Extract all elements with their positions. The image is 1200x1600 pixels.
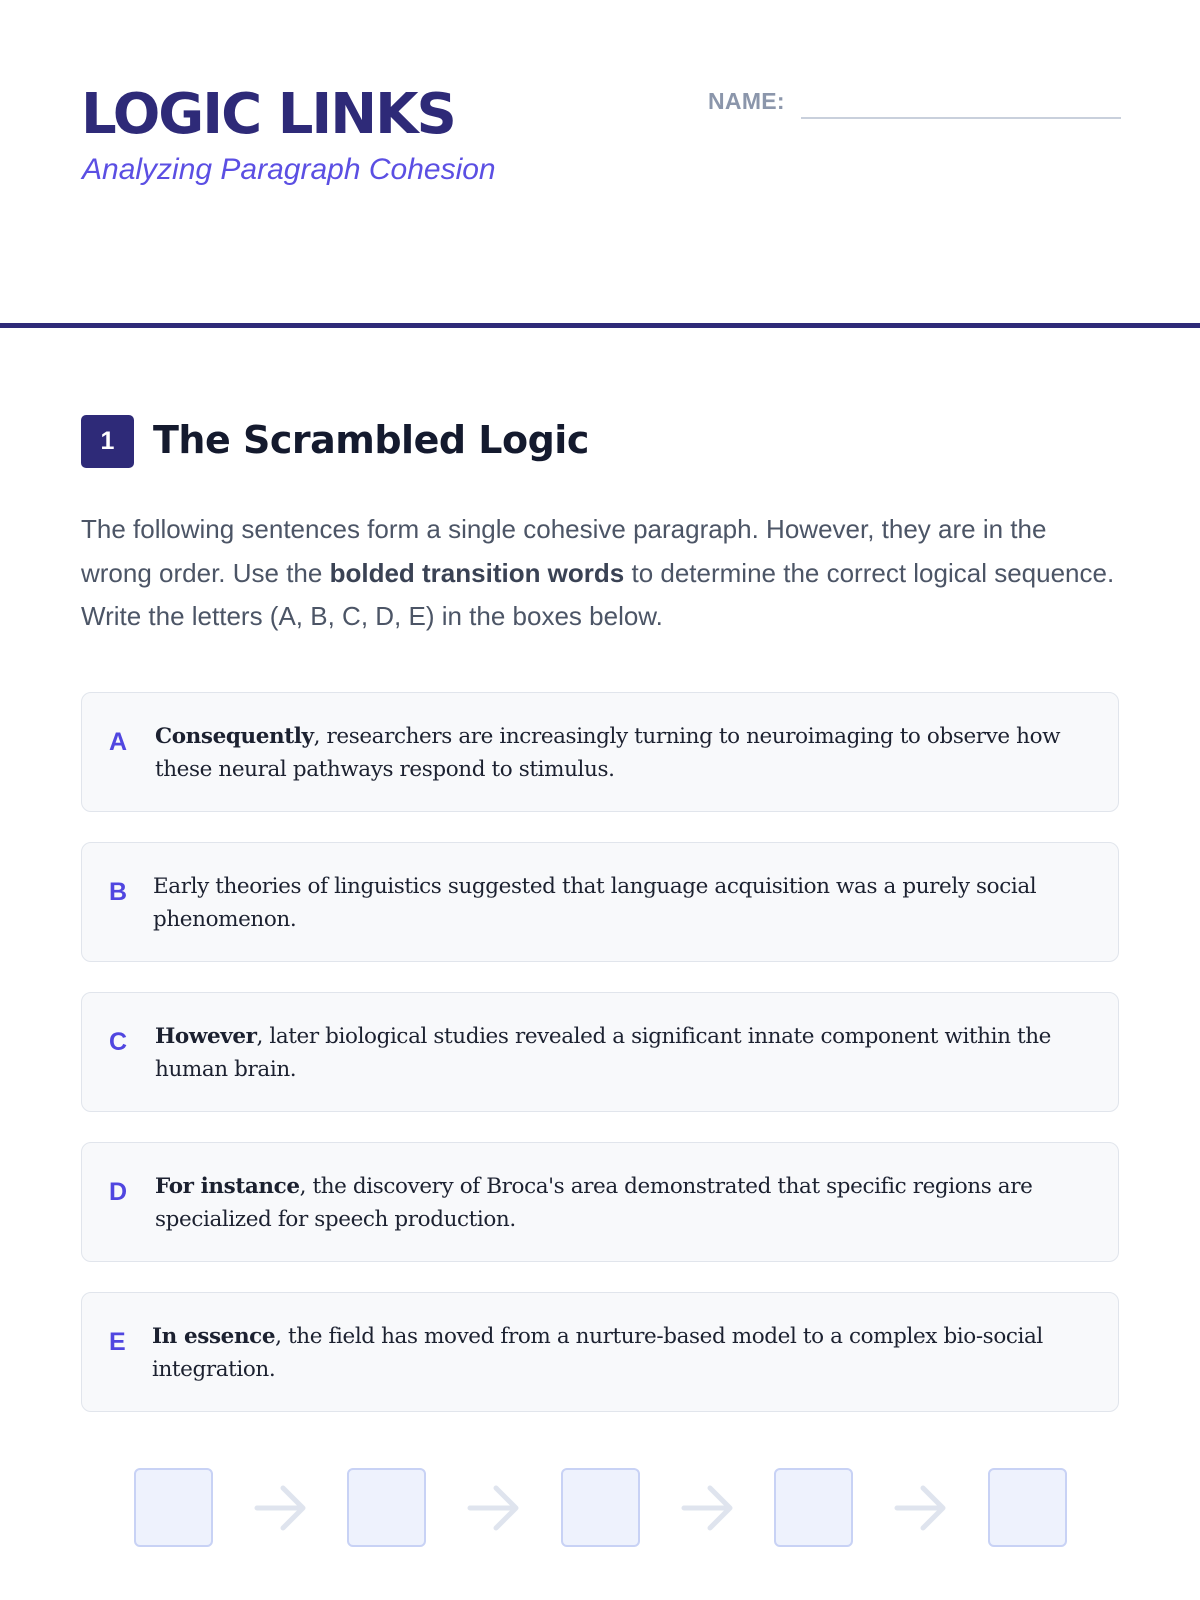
sentence-text bbox=[155, 1020, 1090, 1086]
instructions-bold-phrase: bolded transition words bbox=[329, 557, 625, 588]
arrow-right-icon bbox=[253, 1481, 309, 1535]
answer-sequence-row bbox=[0, 1468, 1200, 1548]
sentence-letter: C bbox=[109, 1028, 128, 1056]
instructions-paragraph bbox=[81, 508, 1121, 639]
worksheet-title: LOGIC LINKS bbox=[81, 82, 455, 147]
sentence-letter: A bbox=[109, 728, 128, 756]
worksheet-header bbox=[0, 0, 1200, 328]
section-number-badge: 1 bbox=[81, 415, 134, 468]
sentence-text bbox=[155, 720, 1090, 786]
sentence-card-b bbox=[81, 842, 1119, 962]
transition-word: However bbox=[155, 1024, 257, 1049]
section-title: The Scrambled Logic bbox=[153, 418, 589, 462]
arrow-right-icon bbox=[466, 1481, 522, 1535]
transition-word: For instance bbox=[155, 1174, 300, 1199]
sentence-letter: B bbox=[109, 878, 128, 906]
instructions-text-start: The following sentences form a single cohesive paragraph. However, they are in the wrong order. Use the bbox=[81, 514, 1047, 588]
name-field-line[interactable] bbox=[801, 117, 1121, 119]
name-label: NAME: bbox=[708, 88, 785, 114]
sentence-letter: E bbox=[109, 1328, 126, 1356]
sentence-body: , researchers are increasingly turning to neuroimaging to observe how these neural pathways respond to stimulus. bbox=[155, 724, 1061, 782]
answer-box-1[interactable] bbox=[134, 1468, 213, 1547]
sentence-card-d bbox=[81, 1142, 1119, 1262]
answer-box-2[interactable] bbox=[347, 1468, 426, 1547]
transition-word: Consequently bbox=[155, 724, 314, 749]
sentence-card-a bbox=[81, 692, 1119, 812]
instructions-text-end: to determine the correct logical sequence. Write the letters (A, B, C, D, E) in the boxes below. bbox=[81, 557, 1115, 631]
answer-box-3[interactable] bbox=[561, 1468, 640, 1547]
sentence-body: , later biological studies revealed a significant innate component within the human brain. bbox=[155, 1024, 1051, 1082]
answer-box-5[interactable] bbox=[988, 1468, 1067, 1547]
sentence-card-e bbox=[81, 1292, 1119, 1412]
answer-box-4[interactable] bbox=[774, 1468, 853, 1547]
sentence-text bbox=[153, 870, 1088, 936]
sentence-letter: D bbox=[109, 1178, 128, 1206]
worksheet-subtitle: Analyzing Paragraph Cohesion bbox=[82, 153, 496, 186]
sentence-text bbox=[155, 1170, 1090, 1236]
sentence-text bbox=[152, 1320, 1087, 1386]
arrow-right-icon bbox=[680, 1481, 736, 1535]
sentence-body: , the field has moved from a nurture-based model to a complex bio-social integration. bbox=[152, 1324, 1043, 1382]
sentence-body: , the discovery of Broca's area demonstrated that specific regions are specialized for speech production. bbox=[155, 1174, 1033, 1232]
sentence-body: Early theories of linguistics suggested that language acquisition was a purely social phenomenon. bbox=[153, 874, 1037, 932]
sentence-card-c bbox=[81, 992, 1119, 1112]
transition-word: In essence bbox=[152, 1324, 276, 1349]
arrow-right-icon bbox=[893, 1481, 949, 1535]
